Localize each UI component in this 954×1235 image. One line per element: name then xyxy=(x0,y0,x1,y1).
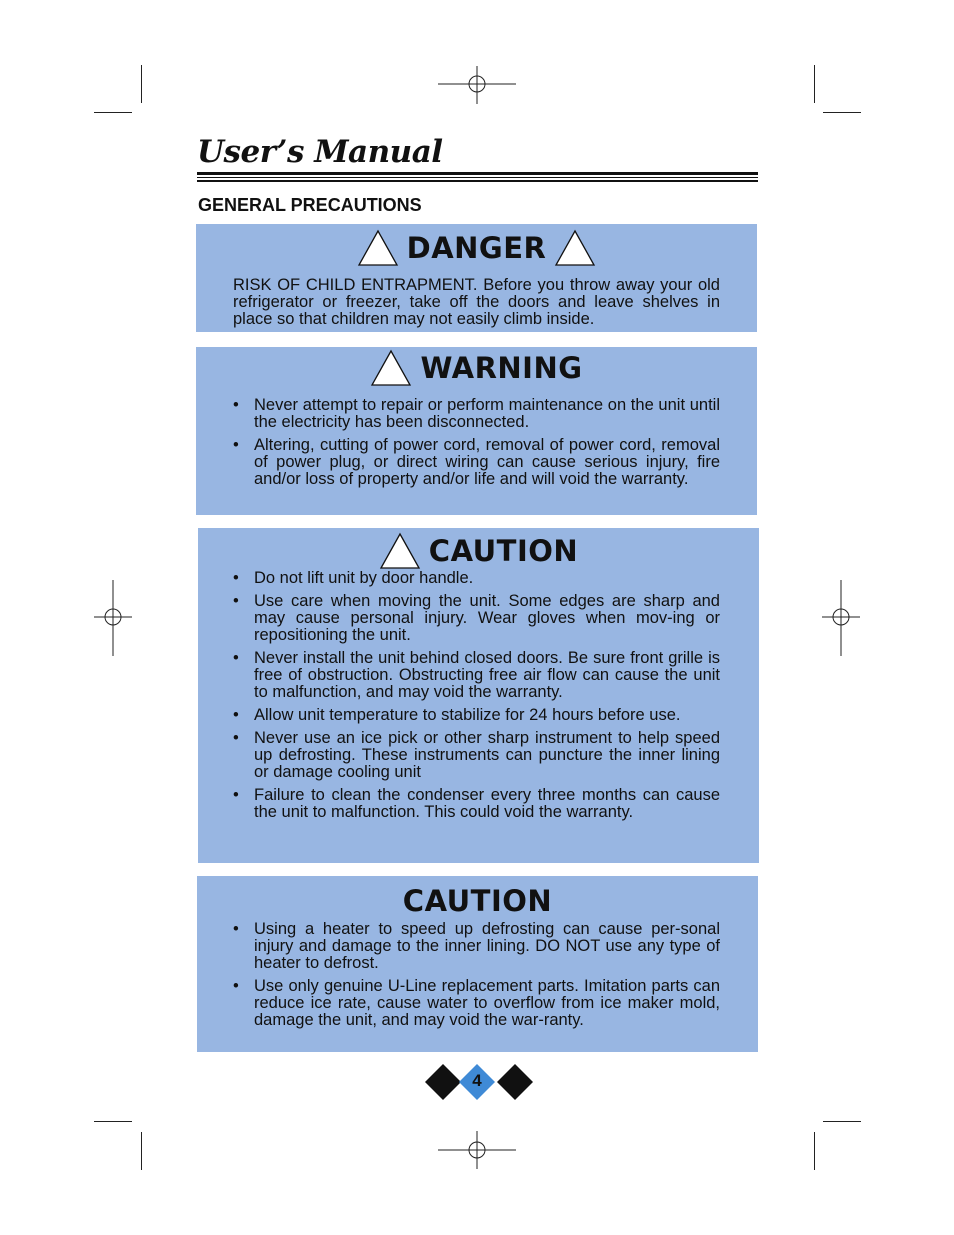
caution-heading: CAUTION xyxy=(402,884,553,918)
bullet: • xyxy=(233,569,239,587)
page-title: User’s Manual xyxy=(197,134,443,170)
page-number-badge xyxy=(425,1062,533,1102)
title-rule xyxy=(197,180,758,182)
caution-header xyxy=(197,884,758,918)
page-number: 4 xyxy=(472,1071,482,1090)
section-heading: GENERAL PRECAUTIONS xyxy=(198,195,422,215)
bullet: • xyxy=(233,592,239,610)
warning-item-text: Never attempt to repair or perform maintenance on the unit until the electricity has been disconnected. xyxy=(254,396,720,431)
caution-item-text: Using a heater to speed up defrosting can cause per-sonal injury and damage to the inner lining. DO NOT use any type of heater to defrost. xyxy=(254,920,720,972)
title-rule xyxy=(197,172,758,175)
registration-mark-left xyxy=(94,580,132,656)
warning-triangle-icon xyxy=(379,532,421,570)
bullet: • xyxy=(233,396,239,414)
caution-box xyxy=(198,528,759,863)
caution-item-text: Use care when moving the unit. Some edges are sharp and may cause personal injury. Wear gloves when mov-ing or repositioning the unit. xyxy=(254,592,720,644)
caution-item-text: Never install the unit behind closed doors. Be sure front grille is free of obstruction. Obstructing free air flow can cause the unit to malfunction, and may void the warranty. xyxy=(254,649,720,701)
list-item xyxy=(233,570,720,587)
caution-item-text: Allow unit temperature to stabilize for 24 hours before use. xyxy=(254,706,681,724)
warning-item-text: Altering, cutting of power cord, removal of power cord, removal of power plug, or direct wiring can cause serious injury, fire and/or loss of property and/or life and will void the warranty. xyxy=(254,436,720,488)
caution-item-text: Use only genuine U-Line replacement parts. Imitation parts can reduce ice rate, cause water to overflow from ice maker mold, damage the unit, and may void the war-ranty. xyxy=(254,977,720,1029)
list-item xyxy=(233,650,720,701)
warning-triangle-icon xyxy=(357,229,399,267)
caution-header xyxy=(198,532,759,570)
bullet: • xyxy=(233,436,239,454)
caution-item-text: Failure to clean the condenser every three months can cause the unit to malfunction. This could void the warranty. xyxy=(254,786,720,821)
list-item xyxy=(233,437,720,488)
warning-list xyxy=(233,397,720,494)
registration-mark-right xyxy=(822,580,860,656)
bullet: • xyxy=(233,786,239,804)
bullet: • xyxy=(233,706,239,724)
warning-triangle-icon xyxy=(370,349,412,387)
danger-box xyxy=(196,224,757,332)
caution-item-text: Never use an ice pick or other sharp instrument to help speed up defrosting. These instruments can puncture the inner lining or damage cooling unit xyxy=(254,729,720,781)
danger-text: RISK OF CHILD ENTRAPMENT. Before you throw away your old refrigerator or freezer, take off the doors and leave shelves in place so that children may not easily climb inside. xyxy=(233,276,720,328)
list-item xyxy=(233,397,720,431)
bullet: • xyxy=(233,920,239,938)
caution-heading: CAUTION xyxy=(428,534,579,568)
registration-mark-top xyxy=(438,66,516,104)
warning-heading: WARNING xyxy=(420,351,583,385)
list-item xyxy=(233,730,720,781)
registration-mark-bottom xyxy=(438,1131,516,1169)
bullet: • xyxy=(233,649,239,667)
warning-triangle-icon xyxy=(554,229,596,267)
bullet: • xyxy=(233,729,239,747)
danger-header xyxy=(196,229,757,267)
list-item xyxy=(233,707,720,724)
danger-heading: DANGER xyxy=(406,231,547,265)
bullet: • xyxy=(233,977,239,995)
list-item xyxy=(233,921,720,972)
list-item xyxy=(233,593,720,644)
list-item xyxy=(233,787,720,821)
caution-item-text: Do not lift unit by door handle. xyxy=(254,569,474,587)
caution-list xyxy=(233,570,720,827)
warning-header xyxy=(196,349,757,387)
title-rule xyxy=(197,177,758,178)
warning-box xyxy=(196,347,757,515)
list-item xyxy=(233,978,720,1029)
caution-list xyxy=(233,921,720,1035)
caution-box xyxy=(197,876,758,1052)
